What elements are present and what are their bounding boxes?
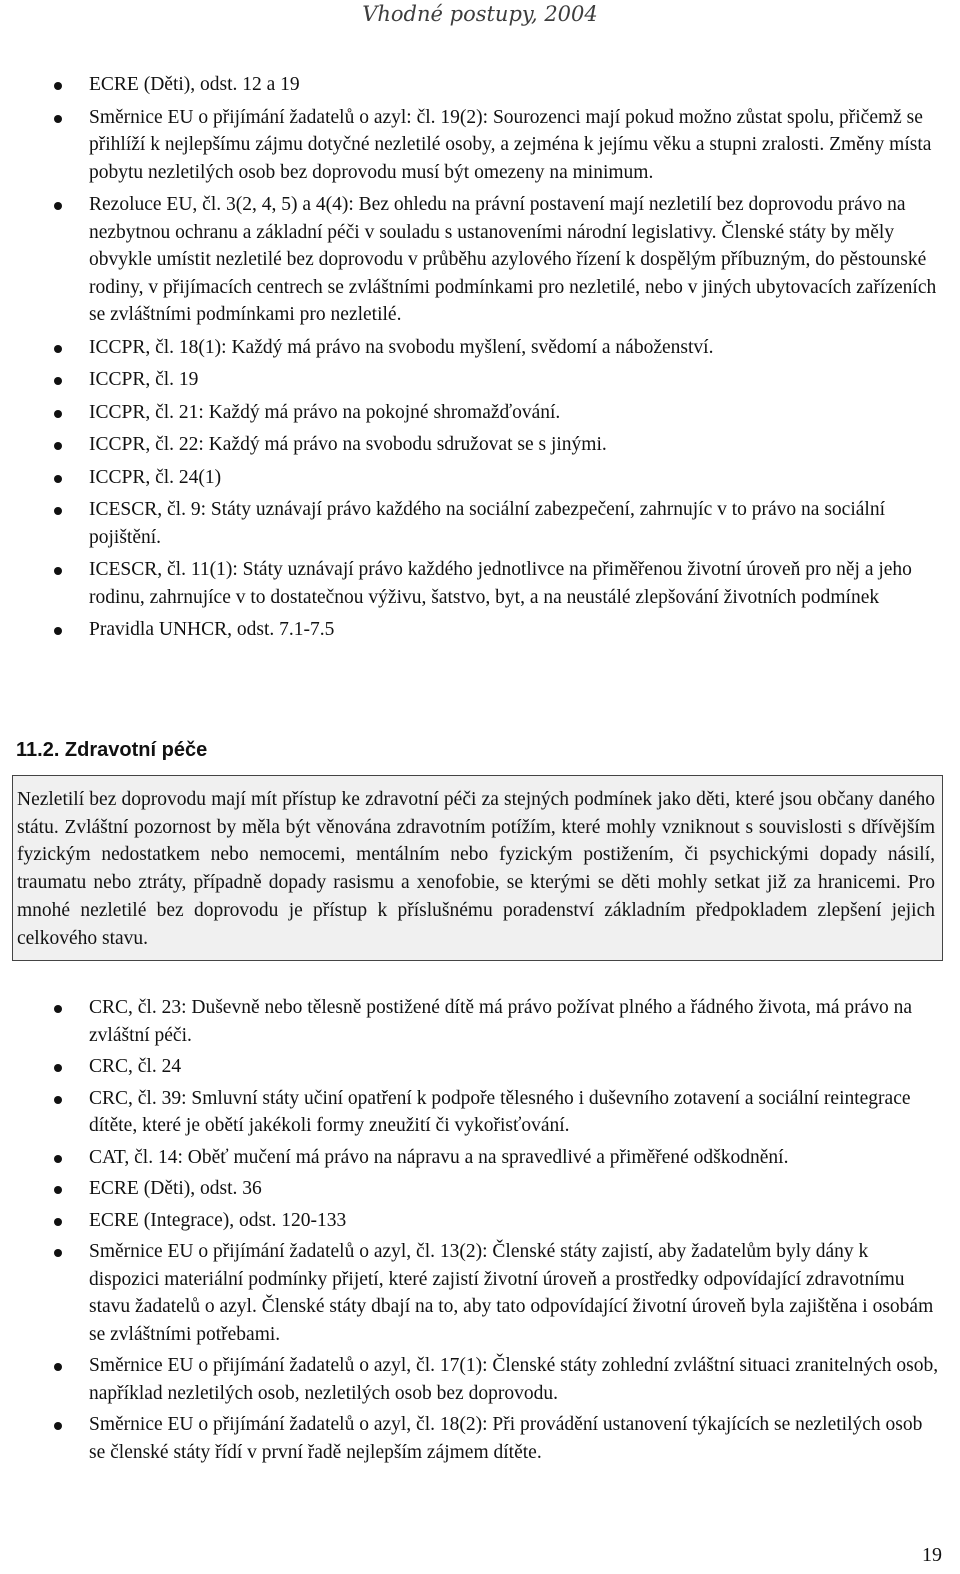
bullet-icon [54,202,62,210]
list-item-text: CAT, čl. 14: Oběť mučení má právo na nápravu a na spravedlivé a přiměřené odškodnění. [89,1146,789,1168]
list-item [0,556,960,611]
list-item [0,1144,960,1172]
list-item [0,366,960,394]
list-item-text: CRC, čl. 23: Duševně nebo tělesně postižené dítě má právo požívat plného a řádného života, má právo na zvláštní péči. [89,997,913,1046]
list-item [0,399,960,427]
bullet-icon [54,1064,62,1072]
list-item-text: Směrnice EU o přijímání žadatelů o azyl, čl. 13(2): Členské státy zajistí, aby žadatelům byly dány k dispozici materiální podmínky přijetí, které zajistí životní úroveň a prostředky odpovídající zdravotnímu stavu žadatelů o azyl. Členské státy dbají na to, aby tato odpovídající životní úroveň byla zajištěna i osobám se zvláštními potřebami. [89,1241,934,1345]
bullet-icon [54,1005,62,1013]
list-item-text: Směrnice EU o přijímání žadatelů o azyl: čl. 19(2): Sourozenci mají pokud možno zůstat spolu, přičemž se přihlíží k nejlepšímu zájmu dotyčné nezletilé osoby, a zejména k jejímu věku a stupni zralosti. Změny místa pobytu nezletilých osob bez doprovodu musí být omezeny na minimum. [89,106,932,183]
list-item [0,1085,960,1140]
bullet-icon [54,1249,62,1257]
list-item [0,994,960,1049]
bullet-icon [54,507,62,515]
list-item-text: ICESCR, čl. 9: Státy uznávají právo každého na sociální zabezpečení, zahrnujíc v to právo na sociální pojištění. [89,499,885,548]
list-item-text: ICCPR, čl. 24(1) [89,466,222,488]
list-item-text: ICCPR, čl. 18(1): Každý má právo na svobodu myšlení, svědomí a náboženství. [89,336,714,358]
list-item-text: ICCPR, čl. 19 [89,369,199,390]
list-item-text: ICCPR, čl. 22: Každý má právo na svobodu sdružovat se s jinými. [89,434,607,455]
list-item [0,464,960,492]
list-item [0,1053,960,1081]
bullet-list-references [0,71,960,649]
list-item-text: Pravidla UNHCR, odst. 7.1-7.5 [89,619,335,640]
list-item-text: ECRE (Děti), odst. 36 [89,1178,262,1199]
bullet-icon [54,1186,62,1194]
bullet-icon [54,345,62,353]
bullet-icon [54,627,62,635]
bullet-list-health-references [0,994,960,1470]
list-item-text: CRC, čl. 24 [89,1056,182,1077]
list-item-text: ICESCR, čl. 11(1): Státy uznávají právo každého jednotlivce na přiměřenou životní úroveň pro něj a jeho rodinu, zahrnujíce v to dostatečnou výživu, šatstvo, byt, a na neustálé zlepšování životních podmínek [89,559,912,608]
list-item [0,496,960,551]
bullet-icon [54,410,62,418]
list-item [0,431,960,459]
list-item [0,71,960,99]
list-item [0,191,960,329]
bullet-icon [54,475,62,483]
page-number: 19 [922,1544,942,1566]
list-item-text: ECRE (Integrace), odst. 120-133 [89,1209,347,1231]
bullet-icon [54,377,62,385]
list-item [0,1352,960,1407]
list-item [0,334,960,362]
highlight-box: Nezletilí bez doprovodu mají mít přístup ke zdravotní péči za stejných podmínek jako děti, které jsou občany daného státu. Zvláštní pozornost by měla být věnována zdravotním potížím, které mohly vzniknout s souvislosti s dřívějším fyzickým nedostatkem nebo nemocemi, mentálním nebo fyzickým postižením, či psychickými dopady násilí, traumatu nebo ztráty, případně dopady rasismu a xenofobie, se kterými se děti mohly setkat již za hranicemi. Pro mnohé nezletilé bez doprovodu je přístup k příslušnému poradenství základním předpokladem zlepšení jejich celkového stavu. [12,775,943,961]
list-item [0,1238,960,1348]
list-item [0,1175,960,1203]
list-item-text: Směrnice EU o přijímání žadatelů o azyl, čl. 18(2): Při provádění ustanovení týkajících se nezletilých osob se členské státy řídí v první řadě nejlepším zájmem dítěte. [89,1414,923,1463]
bullet-icon [54,1096,62,1104]
list-item-text: ECRE (Děti), odst. 12 a 19 [89,74,300,95]
list-item [0,104,960,187]
bullet-icon [54,1422,62,1430]
bullet-icon [54,82,62,90]
list-item [0,1207,960,1235]
list-item-text: Rezoluce EU, čl. 3(2, 4, 5) a 4(4): Bez ohledu na právní postavení mají nezletilí bez doprovodu právo na nezbytnou ochranu a základní péči v souladu s ustanoveními národní legislativy. Členské státy by měly obvykle umístit nezletilé bez doprovodu v průběhu azylového řízení k dospělým příbuzným, do pěstounské rodiny, v přijímacích centrech se zvláštními podmínkami pro nezletilé, nebo v jiných ubytovacích zařízeních se zvláštními podmínkami pro nezletilé. [89,194,937,325]
bullet-icon [54,115,62,123]
bullet-icon [54,1155,62,1163]
list-item [0,1411,960,1466]
list-item [0,616,960,644]
list-item-text: CRC, čl. 39: Smluvní státy učiní opatření k podpoře tělesného i duševního zotavení a sociální reintegrace dítěte, které je obětí jakékoli formy zneužití či vykořisťování. [89,1087,911,1136]
bullet-icon [54,567,62,575]
list-item-text: ICCPR, čl. 21: Každý má právo na pokojné shromažďování. [89,401,561,423]
running-header: Vhodné postupy, 2004 [362,2,598,26]
bullet-icon [54,1218,62,1226]
bullet-icon [54,442,62,450]
bullet-icon [54,1363,62,1371]
section-heading: 11.2. Zdravotní péče [16,739,208,761]
list-item-text: Směrnice EU o přijímání žadatelů o azyl, čl. 17(1): Členské státy zohlední zvláštní situaci zranitelných osob, například nezletilých osob, nezletilých osob bez doprovodu. [89,1355,939,1404]
